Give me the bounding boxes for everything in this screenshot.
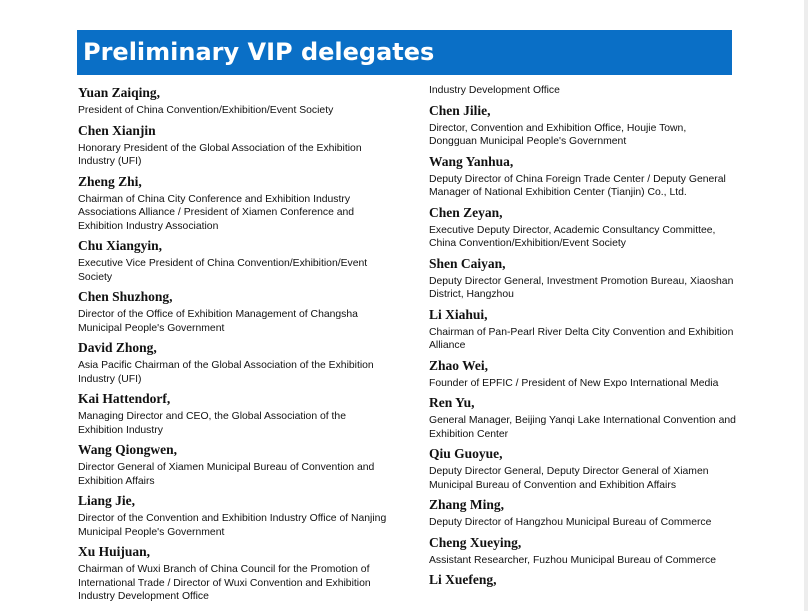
delegate-title: General Manager, Beijing Yanqi Lake International Convention and Exhibition Center — [429, 415, 736, 440]
delegate-name: Chen Xianjin — [78, 122, 156, 138]
delegate-entry — [429, 357, 741, 391]
delegate-title: Asia Pacific Chairman of the Global Association of the Exhibition Industry (UFI) — [78, 360, 374, 385]
delegate-title: Executive Deputy Director, Academic Consultancy Committee, China Convention/Exhibition/Event Society — [429, 224, 716, 249]
delegate-name: Chu Xiangyin, — [78, 238, 163, 253]
delegate-name: Qiu Guoyue, — [429, 446, 503, 461]
scrollbar-track[interactable] — [804, 0, 808, 611]
delegate-name: Xu Huijuan, — [78, 544, 151, 559]
delegate-entry — [429, 445, 741, 492]
delegate-entry — [78, 288, 398, 335]
delegate-title: Executive Vice President of China Convention/Exhibition/Event Society — [78, 258, 368, 283]
delegate-title: Deputy Director General, Investment Promotion Bureau, Xiaoshan District, Hangzhou — [429, 275, 734, 300]
delegate-name: Chen Zeyan, — [429, 204, 503, 220]
delegate-name: Wang Yanhua, — [429, 153, 514, 169]
delegate-entry — [78, 237, 398, 284]
delegate-entry — [78, 441, 398, 488]
delegate-name: Li Xiahui, — [429, 306, 488, 322]
delegate-entry — [429, 255, 741, 302]
delegate-entry — [429, 102, 741, 149]
delegate-title: Deputy Director of China Foreign Trade Center / Deputy General Manager of National Exhibition Center (Tianjin) Co., Ltd. — [429, 173, 726, 198]
delegate-name: Chen Jilie, — [429, 102, 491, 118]
delegate-title: Founder of EPFIC / President of New Expo International Media — [429, 377, 719, 389]
delegate-title: President of China Convention/Exhibition/Event Society — [78, 105, 334, 116]
delegate-name: Zheng Zhi, — [78, 173, 142, 189]
delegate-title: Director of the Office of Exhibition Management of Changsha Municipal People's Government — [78, 309, 358, 334]
delegate-name: Cheng Xueying, — [429, 534, 522, 550]
delegate-title: Managing Director and CEO, the Global Association of the Exhibition Industry — [78, 411, 346, 436]
delegate-name: Wang Qiongwen, — [78, 442, 178, 457]
delegate-name: Liang Jie, — [78, 493, 136, 508]
delegate-title: Director, Convention and Exhibition Office, Houjie Town, Dongguan Municipal People's Government — [429, 122, 687, 147]
page-title: Preliminary VIP delegates — [83, 38, 435, 66]
delegate-title: Chairman of China City Conference and Exhibition Industry Associations Alliance / President of Xiamen Conference and Exhibition Industry Association — [78, 193, 355, 232]
delegate-name: Yuan Zaiqing, — [78, 85, 161, 100]
delegate-title: Chairman of Wuxi Branch of China Council for the Promotion of International Trade / Director of Wuxi Convention and Exhibition Industry Development Office — [78, 564, 371, 602]
delegate-name: Chen Shuzhong, — [78, 289, 173, 304]
delegate-title: Deputy Director of Hangzhou Municipal Bureau of Commerce — [429, 517, 712, 528]
delegates-right-column — [429, 84, 741, 588]
delegate-entry — [429, 153, 741, 200]
delegate-title: Assistant Researcher, Fuzhou Municipal Bureau of Commerce — [429, 554, 717, 566]
delegate-name: Zhang Ming, — [429, 497, 505, 512]
delegate-title: Deputy Director General, Deputy Director General of Xiamen Municipal Bureau of Convention and Exhibition Affairs — [429, 466, 709, 491]
delegate-entry — [429, 306, 741, 353]
delegate-name: Shen Caiyan, — [429, 255, 506, 271]
delegate-entry — [429, 571, 741, 588]
delegate-name: David Zhong, — [78, 340, 157, 355]
delegate-entry — [429, 496, 741, 530]
delegate-title: Honorary President of the Global Association of the Exhibition Industry (UFI) — [78, 142, 362, 167]
delegate-entry — [429, 394, 741, 441]
title-banner — [77, 30, 732, 75]
delegate-title-continued: Industry Development Office — [429, 85, 560, 96]
delegate-title: Director of the Convention and Exhibition Industry Office of Nanjing Municipal People's Government — [78, 513, 387, 538]
delegate-entry — [78, 390, 398, 437]
delegate-entry — [78, 339, 398, 386]
delegate-name: Ren Yu, — [429, 395, 475, 410]
delegate-name: Li Xuefeng, — [429, 572, 497, 587]
delegate-entry — [429, 534, 741, 568]
delegate-entry — [78, 492, 398, 539]
delegate-name: Zhao Wei, — [429, 357, 489, 373]
delegate-title: Director General of Xiamen Municipal Bureau of Convention and Exhibition Affairs — [78, 462, 375, 487]
delegate-entry — [429, 204, 741, 251]
delegate-entry — [78, 122, 398, 169]
delegates-left-column — [78, 84, 398, 608]
delegate-entry — [78, 173, 398, 234]
delegate-entry — [78, 543, 398, 604]
delegate-title: Chairman of Pan-Pearl River Delta City Convention and Exhibition Alliance — [429, 326, 734, 351]
delegate-name: Kai Hattendorf, — [78, 391, 171, 406]
delegate-entry — [78, 84, 398, 118]
